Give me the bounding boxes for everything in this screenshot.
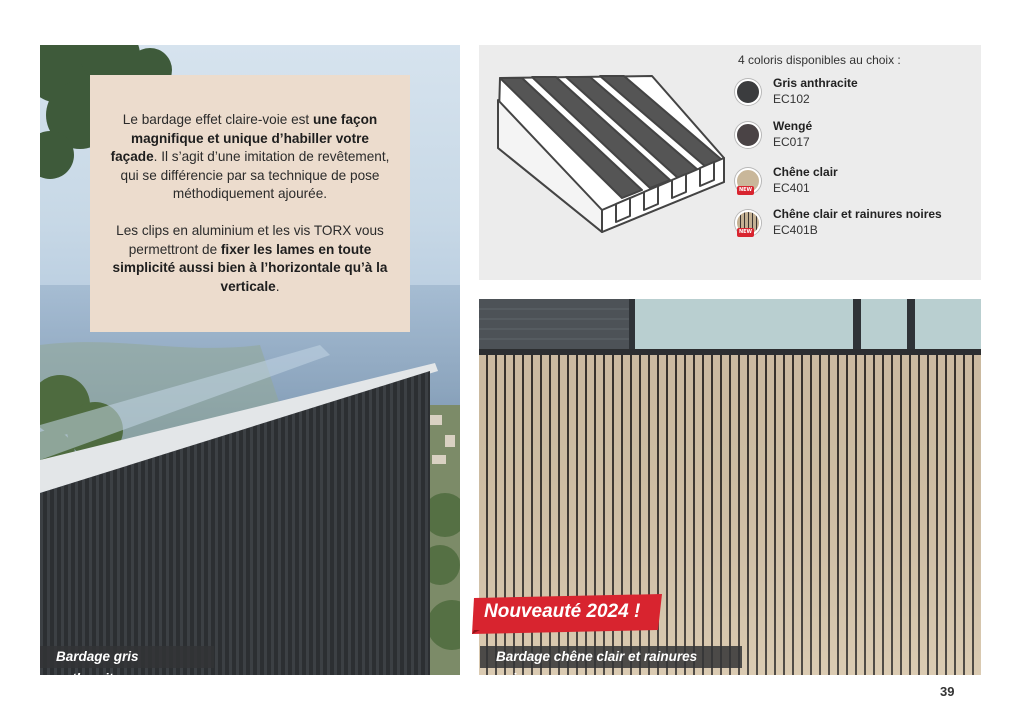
- color-code: EC102: [773, 92, 810, 106]
- color-option-wenge: [735, 119, 975, 153]
- banner-text: Nouveauté 2024 !: [484, 601, 641, 622]
- swatch-circle: [735, 122, 761, 148]
- page-number: 39: [940, 684, 955, 699]
- new-badge: NEW: [738, 187, 753, 193]
- color-code: EC401: [773, 181, 810, 195]
- color-option-gris-anthracite: [735, 76, 975, 110]
- color-code: EC017: [773, 135, 810, 149]
- intro-p1-bold: une façon magnifique et unique d’habiller votre façade: [110, 112, 378, 165]
- color-option-chene-clair-rainures-noires: [735, 207, 975, 241]
- intro-paragraph-2: [108, 222, 392, 296]
- intro-text-box: [90, 75, 410, 332]
- intro-p2-text-end: .: [275, 278, 280, 294]
- color-code: EC401B: [773, 223, 818, 237]
- color-name: Wengé: [773, 119, 813, 133]
- color-name: Chêne clair et rainures noires: [773, 207, 942, 221]
- intro-paragraph-1: [108, 111, 392, 204]
- slatted-board-illustration: [494, 70, 729, 235]
- color-name: Chêne clair: [773, 165, 838, 179]
- intro-p2-bold: fixer les lames en toute simplicité aussi bien à l’horizontale qu’à la verticale: [112, 241, 388, 294]
- right-photo-caption: Bardage chêne clair et rainures noires: [480, 646, 742, 668]
- intro-p1-text-end: . Il s’agit d’une imitation de revêtement, qui se différencie par sa technique de pose méthodiquement ajourée.: [120, 149, 390, 202]
- colors-title: 4 coloris disponibles au choix :: [738, 53, 901, 67]
- swatch-circle: [735, 79, 761, 105]
- intro-p1-text: Le bardage effet claire-voie est: [122, 112, 313, 127]
- intro-p2-text: Les clips en aluminium et les vis TORX vous permettront de: [116, 222, 384, 257]
- new-badge: NEW: [738, 229, 753, 235]
- left-photo-caption: Bardage gris anthracite: [40, 646, 214, 668]
- new-2024-banner: [470, 594, 666, 634]
- color-option-chene-clair: [735, 165, 975, 199]
- color-name: Gris anthracite: [773, 76, 858, 90]
